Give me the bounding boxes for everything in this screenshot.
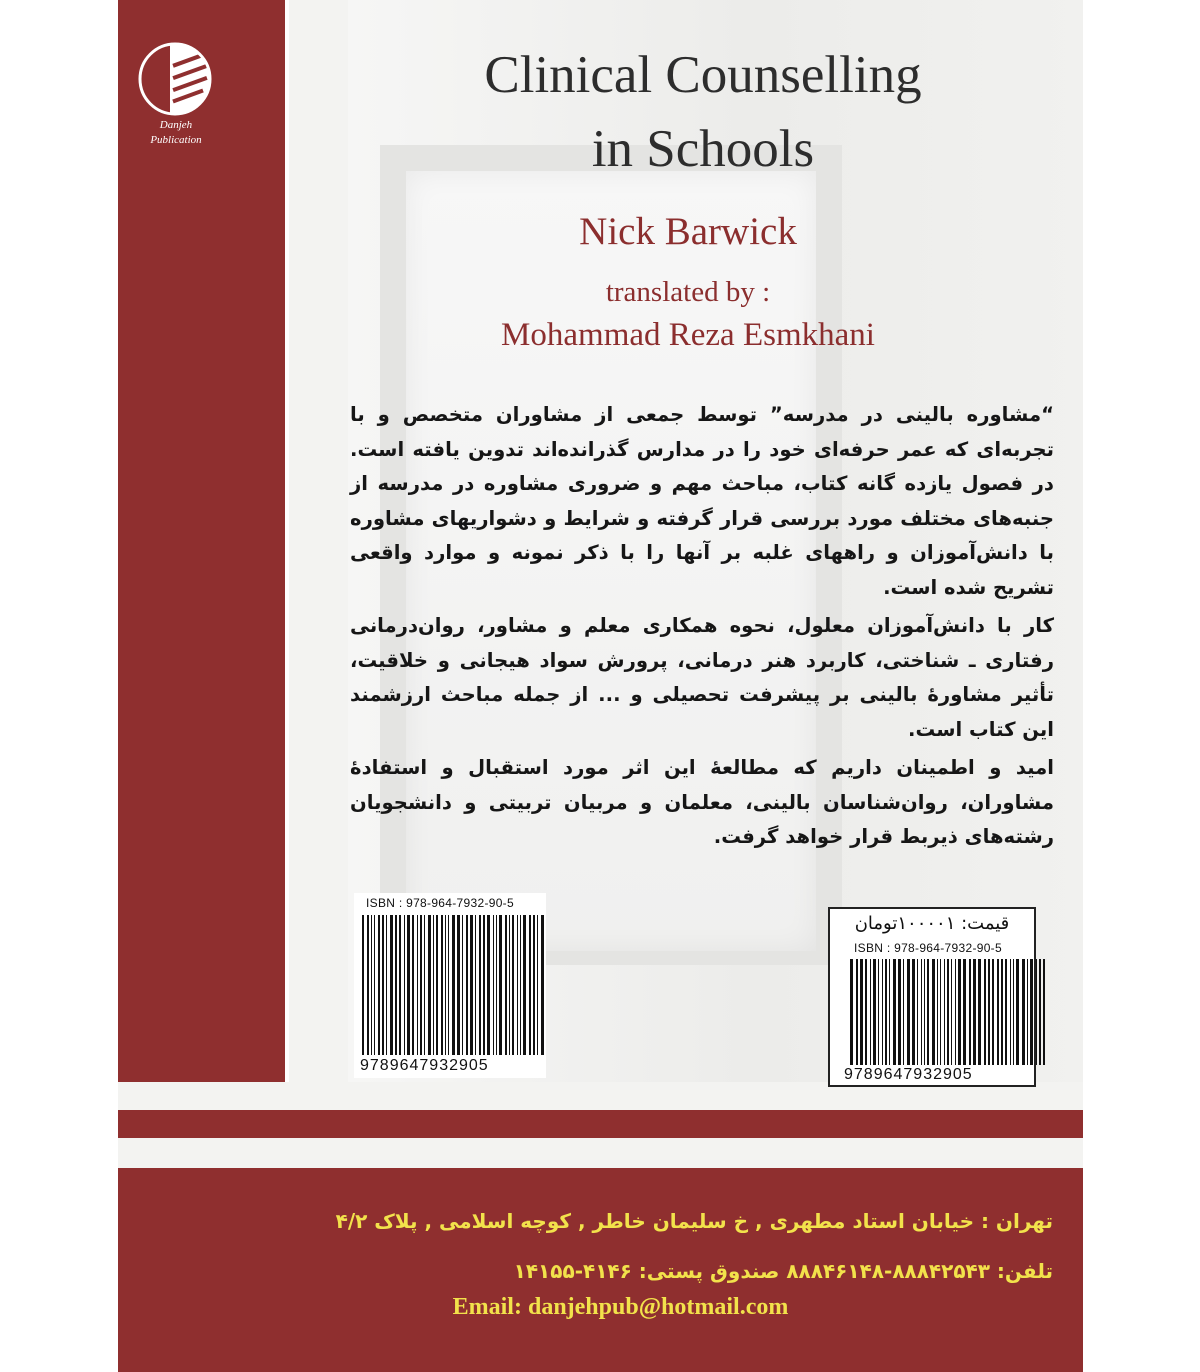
publisher-subtitle: Publication — [150, 134, 202, 146]
description-paragraph: امید و اطمینان داریم که مطالعهٔ این اثر مورد استقبال و استفادهٔ مشاوران، روان‌شناسان بالینی، معلمان و مربیان تربیتی و دانشجویان رشته‌های ذیربط قرار خواهد گرفت. — [350, 756, 1054, 848]
price-label: قیمت: ۱۰۰۰۰۱تومان — [854, 913, 1010, 934]
barcode-digits: 9789647932905 — [844, 1066, 973, 1083]
barcode-digits: 9789647932905 — [360, 1057, 489, 1074]
translated-by-label: translated by : — [605, 276, 771, 308]
isbn-text: ISBN : 978-964-7932-90-5 — [854, 941, 1002, 955]
publisher-name: Danjeh — [159, 119, 193, 131]
spine-divider — [285, 0, 289, 1082]
publisher-email: Email: danjehpub@hotmail.com — [452, 1294, 789, 1320]
book-back-cover — [118, 0, 1083, 1372]
isbn-text: ISBN : 978-964-7932-90-5 — [366, 896, 514, 910]
book-title — [408, 38, 998, 186]
cover-spine-band — [118, 0, 285, 1082]
description-paragraph: “مشاوره بالینی در مدرسه” توسط جمعی از مشاوران متخصص و با تجربه‌ای که عمر حرفه‌ای خود را در مدارس گذرانده‌اند تدوین یافته است. در فصول یازده گانه کتاب، مباحث مهم و ضروری مشاوره در مدرسه از جنبه‌های مختلف مورد بررسی قرار گرفته و شرایط و دشواریهای مشاوره با دانش‌آموزان و راههای غلبه بر آنها را با ذکر نمونه و موارد واقعی تشریح شده است. — [350, 403, 1054, 599]
barcode-bars — [362, 915, 546, 1055]
publisher-phone: تلفن: ۸۸۸۴۲۵۴۳-۸۸۸۴۶۱۴۸ صندوق پستی: ۴۱۴۶-۱۴۱۵۵ — [513, 1259, 1053, 1283]
publisher-address: تهران : خیابان استاد مطهری , خ سلیمان خاطر , کوچه اسلامی , پلاک ۴/۲ — [335, 1209, 1053, 1233]
translator-name: Mohammad Reza Esmkhani — [501, 317, 875, 353]
book-title-line1: Clinical Counselling — [484, 46, 922, 104]
barcode-bars — [850, 959, 1048, 1065]
description-paragraph: کار با دانش‌آموزان معلول، نحوه همکاری معلم و مشاور، روان‌درمانی رفتاری ـ شناختی، کاربرد هنر درمانی، پرورش سواد هیجانی و خلاقیت، تأثیر مشاورهٔ بالینی بر پیشرفت تحصیلی و ... از جمله مباحث ارزشمند این کتاب است. — [350, 614, 1054, 741]
danjeh-logo-icon — [136, 40, 214, 118]
book-description — [350, 398, 1054, 859]
price-barcode-sticker — [828, 907, 1036, 1087]
isbn-barcode-left — [354, 893, 546, 1078]
footer-stripe — [118, 1110, 1083, 1138]
author-name: Nick Barwick — [579, 210, 797, 253]
publisher-logo-text — [128, 118, 224, 148]
book-title-line2: in Schools — [591, 120, 815, 178]
